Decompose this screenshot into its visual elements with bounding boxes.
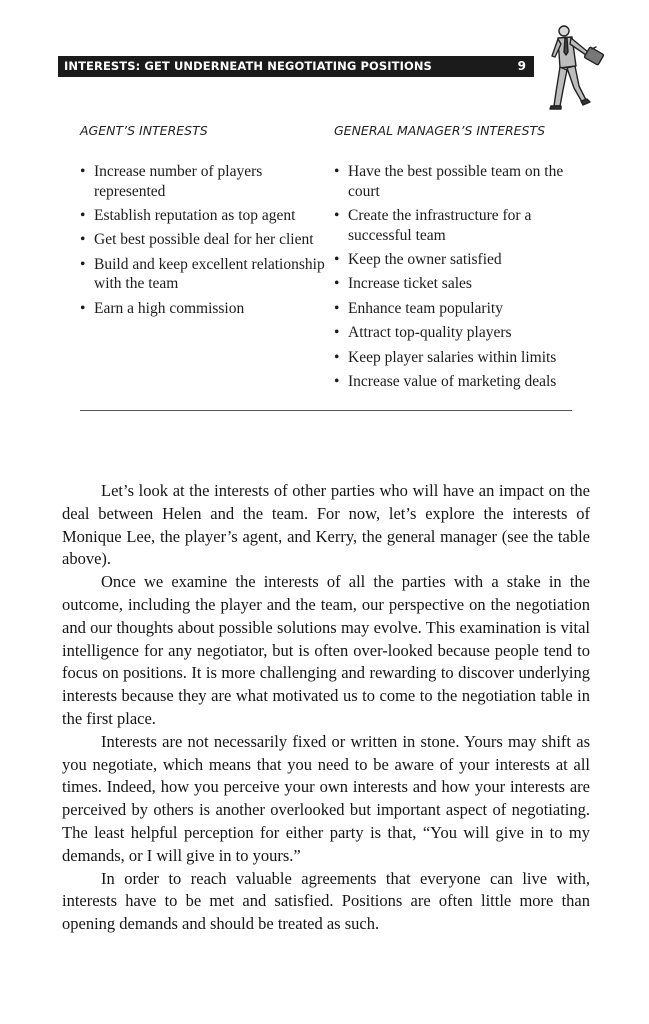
agent-interests-title: AGENT’S INTERESTS [80, 123, 208, 138]
agent-interests-list [80, 162, 325, 318]
list-item: • Have the best possible team on the court [334, 162, 584, 201]
general-manager-interests-title: GENERAL MANAGER’S INTERESTS [334, 123, 546, 138]
list-item: • Attract top-quality players [334, 323, 584, 343]
general-manager-interests-list [334, 162, 584, 392]
body-text [62, 480, 590, 936]
list-item: • Enhance team popularity [334, 299, 584, 319]
businessman-illustration [546, 22, 616, 110]
running-header-title: INTERESTS: GET UNDERNEATH NEGOTIATING POSITIONS [64, 59, 432, 73]
list-item: • Establish reputation as top agent [80, 206, 325, 226]
paragraph: Let’s look at the interests of other parties who will have an impact on the deal between Helen and the team. For now, let’s explore the interests of Monique Lee, the player’s agent, and Kerry, the general manager (see the table above). [62, 481, 590, 569]
list-item: • Increase number of players represented [80, 162, 325, 201]
general-manager-interests-column [334, 122, 584, 396]
list-item: • Keep the owner satisfied [334, 250, 584, 270]
list-item: • Build and keep excellent relationship with the team [80, 255, 325, 294]
list-item: • Increase value of marketing deals [334, 372, 584, 392]
paragraph: Once we examine the interests of all the parties with a stake in the outcome, including the player and the team, our perspective on the negotiation and our thoughts about possible solutions may evolve. This examination is vital intelligence for any negotiator, but is often over-looked because people tend to focus on positions. It is more challenging and rewarding to discover underlying interests because they are what motivated us to come to the negotiation table in the first place. [62, 572, 590, 728]
list-item: • Keep player salaries within limits [334, 348, 584, 368]
list-item: • Increase ticket sales [334, 274, 584, 294]
list-item: • Earn a high commission [80, 299, 325, 319]
table-divider [80, 410, 572, 411]
list-item: • Create the infrastructure for a successful team [334, 206, 584, 245]
paragraph: Interests are not necessarily fixed or written in stone. Yours may shift as you negotiate, which means that you need to be aware of your interests at all times. Indeed, how you perceive your own interests and how your interests are perceived by others is another overlooked but important aspect of negotiating. The least helpful perception for either party is that, “You will give in to my demands, or I will give in to yours.” [62, 731, 590, 865]
list-item: • Get best possible deal for her client [80, 230, 325, 250]
running-header [58, 56, 534, 77]
paragraph: In order to reach valuable agreements that everyone can live with, interests have to be met and satisfied. Positions are often little more than opening demands and should be treated as such. [62, 868, 590, 934]
page-number: 9 [517, 59, 526, 73]
agent-interests-column [80, 122, 325, 323]
